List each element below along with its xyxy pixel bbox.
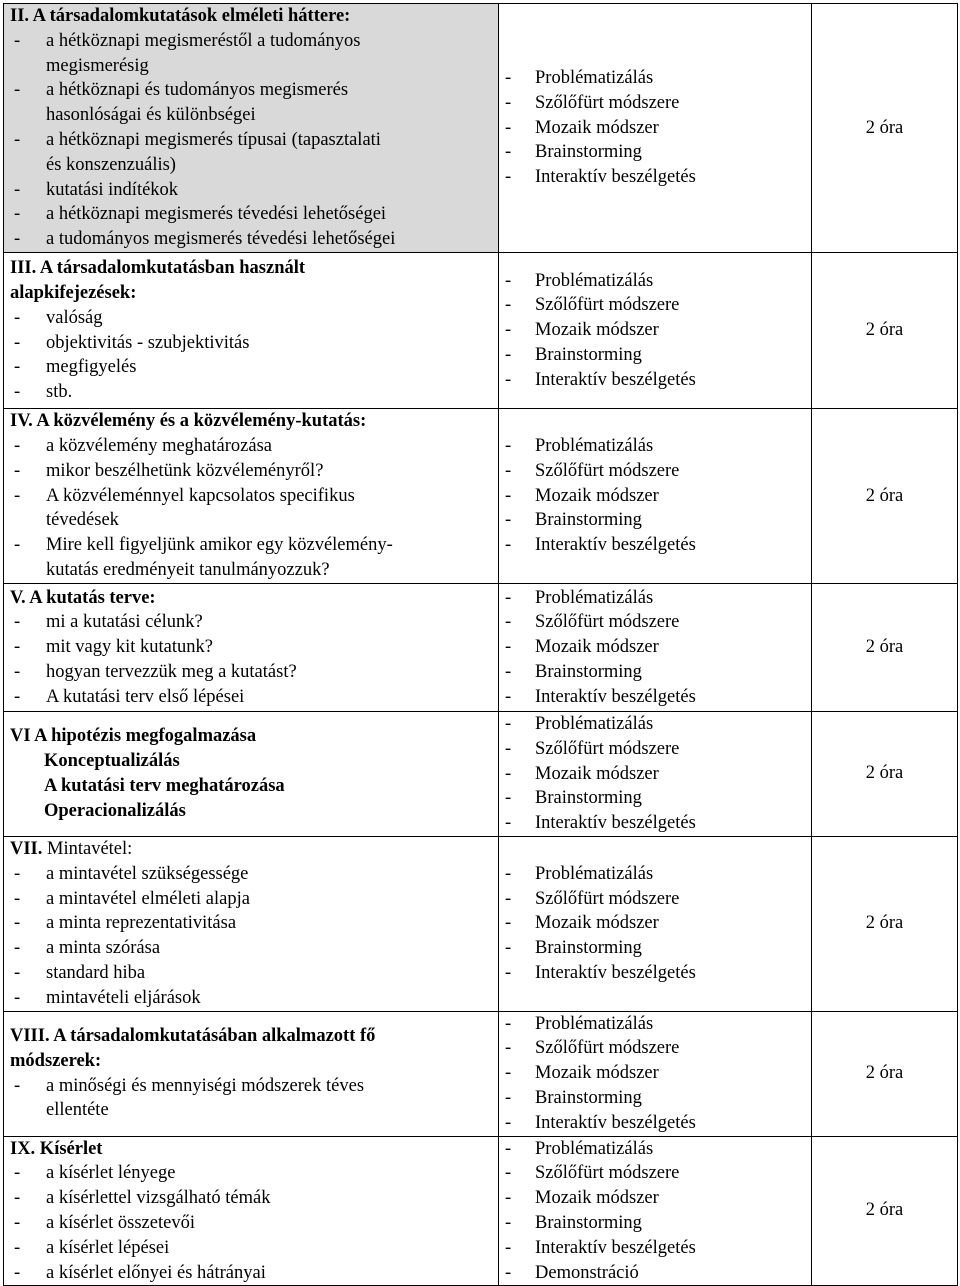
- list-item: - A kutatási terv első lépései: [14, 686, 245, 707]
- list-item: - Mire kell figyeljünk amikor egy közvélemény-: [14, 535, 393, 556]
- section-title: IV. A közvélemény és a közvélemény-kutatás:: [10, 411, 367, 432]
- hours-cell: 2 óra: [812, 1011, 958, 1136]
- section-title: III. A társadalomkutatásban használt: [10, 258, 306, 279]
- method-item: - Mozaik módszer: [505, 913, 659, 934]
- list-item: tévedések: [46, 510, 119, 531]
- method-item: - Szőlőfürt módszere: [505, 1038, 680, 1059]
- list-item: - mi a kutatási célunk?: [14, 612, 203, 633]
- list-item: - standard hiba: [14, 962, 146, 983]
- method-item: - Szőlőfürt módszere: [505, 295, 680, 316]
- list-item: és konszenzuális): [46, 154, 176, 175]
- table-row: [4, 836, 958, 1011]
- list-item: - a mintavétel elméleti alapja: [14, 888, 250, 909]
- methods-cell: [499, 253, 812, 409]
- list-item: - mit vagy kit kutatunk?: [14, 637, 213, 658]
- methods-cell: [499, 409, 812, 584]
- method-item: - Szőlőfürt módszere: [505, 738, 680, 759]
- list-item: - a minőségi és mennyiségi módszerek téves: [14, 1075, 365, 1096]
- method-item: - Problématizálás: [505, 714, 654, 734]
- topic-cell: [4, 409, 499, 584]
- table-row: [4, 584, 958, 712]
- section-title-continued: alapkifejezések:: [10, 282, 137, 303]
- list-item: - a hétköznapi megismeréstől a tudományos: [14, 30, 361, 51]
- method-item: - Szőlőfürt módszere: [505, 92, 680, 113]
- method-item: - Brainstorming: [505, 938, 642, 959]
- method-item: - Interaktív beszélgetés: [505, 1237, 696, 1258]
- method-item: - Brainstorming: [505, 142, 642, 163]
- section-title: IX. Kísérlet: [10, 1138, 103, 1159]
- table-row: [4, 1011, 958, 1136]
- method-item: - Interaktív beszélgetés: [505, 369, 696, 390]
- list-item: - kutatási indítékok: [14, 179, 179, 200]
- methods-cell: [499, 1136, 812, 1286]
- hours-cell: 2 óra: [812, 409, 958, 584]
- list-item: - a minta szórása: [14, 938, 161, 959]
- method-item: - Mozaik módszer: [505, 637, 659, 658]
- method-item: - Mozaik módszer: [505, 320, 659, 341]
- topic-cell: [4, 4, 499, 253]
- list-item: - valóság: [14, 307, 103, 328]
- list-item: - A közvéleménnyel kapcsolatos specifikus: [14, 485, 355, 506]
- topic-cell: [4, 836, 499, 1011]
- method-item: - Szőlőfürt módszere: [505, 1163, 680, 1184]
- method-item: - Brainstorming: [505, 344, 642, 365]
- list-item: - objektivitás - szubjektivitás: [14, 332, 250, 353]
- topic-cell: [4, 712, 499, 837]
- hours-cell: 2 óra: [812, 836, 958, 1011]
- methods-cell: [499, 4, 812, 253]
- table-row: [4, 1136, 958, 1286]
- topic-cell: [4, 1136, 499, 1286]
- list-item: - a hétköznapi megismerés típusai (tapasztalati: [14, 130, 381, 150]
- section-title-continued: módszerek:: [10, 1050, 102, 1071]
- method-item: - Problématizálás: [505, 68, 654, 88]
- hours-cell: 2 óra: [812, 712, 958, 837]
- section-title: VIII. A társadalomkutatásában alkalmazott fő: [10, 1025, 376, 1046]
- list-item: - stb.: [14, 382, 73, 403]
- hours-cell: 2 óra: [812, 253, 958, 409]
- method-item: - Szőlőfürt módszere: [505, 460, 680, 481]
- method-item: - Mozaik módszer: [505, 117, 659, 138]
- table-row: [4, 253, 958, 409]
- list-item: - a kísérlet összetevői: [14, 1212, 195, 1233]
- method-item: - Interaktív beszélgetés: [505, 1112, 696, 1133]
- method-item: - Brainstorming: [505, 1212, 642, 1233]
- list-item: - a hétköznapi megismerés tévedési lehetőségei: [14, 204, 387, 225]
- methods-cell: [499, 1011, 812, 1136]
- method-item: - Brainstorming: [505, 661, 642, 682]
- method-item: - Mozaik módszer: [505, 485, 659, 506]
- methods-cell: [499, 584, 812, 712]
- list-item: - a minta reprezentativitása: [14, 913, 237, 934]
- method-item: - Problématizálás: [505, 270, 654, 291]
- list-item: - a kísérlet előnyei és hátrányai: [14, 1262, 266, 1283]
- hours-cell: 2 óra: [812, 584, 958, 712]
- method-item: - Problématizálás: [505, 863, 654, 884]
- section-title: V. A kutatás terve:: [10, 587, 156, 608]
- method-item: - Interaktív beszélgetés: [505, 962, 696, 983]
- subtopic: A kutatási terv meghatározása: [44, 775, 285, 796]
- curriculum-table: [3, 3, 958, 1286]
- method-item: - Brainstorming: [505, 1087, 642, 1108]
- subtopic: Konceptualizálás: [44, 751, 180, 772]
- hours-cell: 2 óra: [812, 1136, 958, 1286]
- section-title: II. A társadalomkutatások elméleti háttere:: [10, 6, 351, 27]
- section-title: VI A hipotézis megfogalmazása: [10, 726, 257, 747]
- method-item: - Problématizálás: [505, 587, 654, 608]
- list-item: - hogyan tervezzük meg a kutatást?: [14, 661, 297, 682]
- methods-cell: [499, 712, 812, 837]
- list-item: - a tudományos megismerés tévedési lehetőségei: [14, 229, 396, 250]
- method-item: - Interaktív beszélgetés: [505, 167, 696, 188]
- method-item: - Brainstorming: [505, 510, 642, 531]
- hours-cell: 2 óra: [812, 4, 958, 253]
- list-item: - a közvélemény meghatározása: [14, 436, 272, 456]
- method-item: - Problématizálás: [505, 1138, 654, 1159]
- table-row: [4, 409, 958, 584]
- method-item: - Szőlőfürt módszere: [505, 888, 680, 909]
- list-item: - mikor beszélhetünk közvéleményről?: [14, 460, 324, 481]
- section-title: VII. Mintavétel:: [10, 838, 133, 859]
- methods-cell: [499, 836, 812, 1011]
- method-item: - Demonstráció: [505, 1262, 639, 1283]
- list-item: kutatás eredményeit tanulmányozzuk?: [46, 559, 330, 580]
- method-item: - Brainstorming: [505, 788, 642, 809]
- method-item: - Interaktív beszélgetés: [505, 813, 696, 834]
- method-item: - Mozaik módszer: [505, 1188, 659, 1209]
- method-item: - Mozaik módszer: [505, 763, 659, 784]
- list-item: - a mintavétel szükségessége: [14, 863, 249, 884]
- table-row: [4, 712, 958, 837]
- list-item: hasonlóságai és különbségei: [46, 105, 256, 126]
- list-item: - a kísérlet lényege: [14, 1163, 176, 1184]
- list-item: - a hétköznapi és tudományos megismerés: [14, 80, 349, 101]
- topic-cell: [4, 253, 499, 409]
- list-item: - a kísérlet lépései: [14, 1237, 170, 1258]
- list-item: - a kísérlettel vizsgálható témák: [14, 1188, 271, 1209]
- topic-cell: [4, 1011, 499, 1136]
- method-item: - Interaktív beszélgetés: [505, 535, 696, 556]
- list-item: - mintavételi eljárások: [14, 987, 201, 1008]
- method-item: - Szőlőfürt módszere: [505, 612, 680, 633]
- method-item: - Interaktív beszélgetés: [505, 686, 696, 707]
- list-item: - megfigyelés: [14, 357, 137, 378]
- method-item: - Problématizálás: [505, 1013, 654, 1034]
- subtopic: Operacionalizálás: [44, 800, 186, 821]
- topic-cell: [4, 584, 499, 712]
- table-row: [4, 4, 958, 253]
- list-item: ellentéte: [46, 1100, 109, 1121]
- method-item: - Mozaik módszer: [505, 1063, 659, 1084]
- list-item: megismerésig: [46, 55, 149, 76]
- method-item: - Problématizálás: [505, 436, 654, 456]
